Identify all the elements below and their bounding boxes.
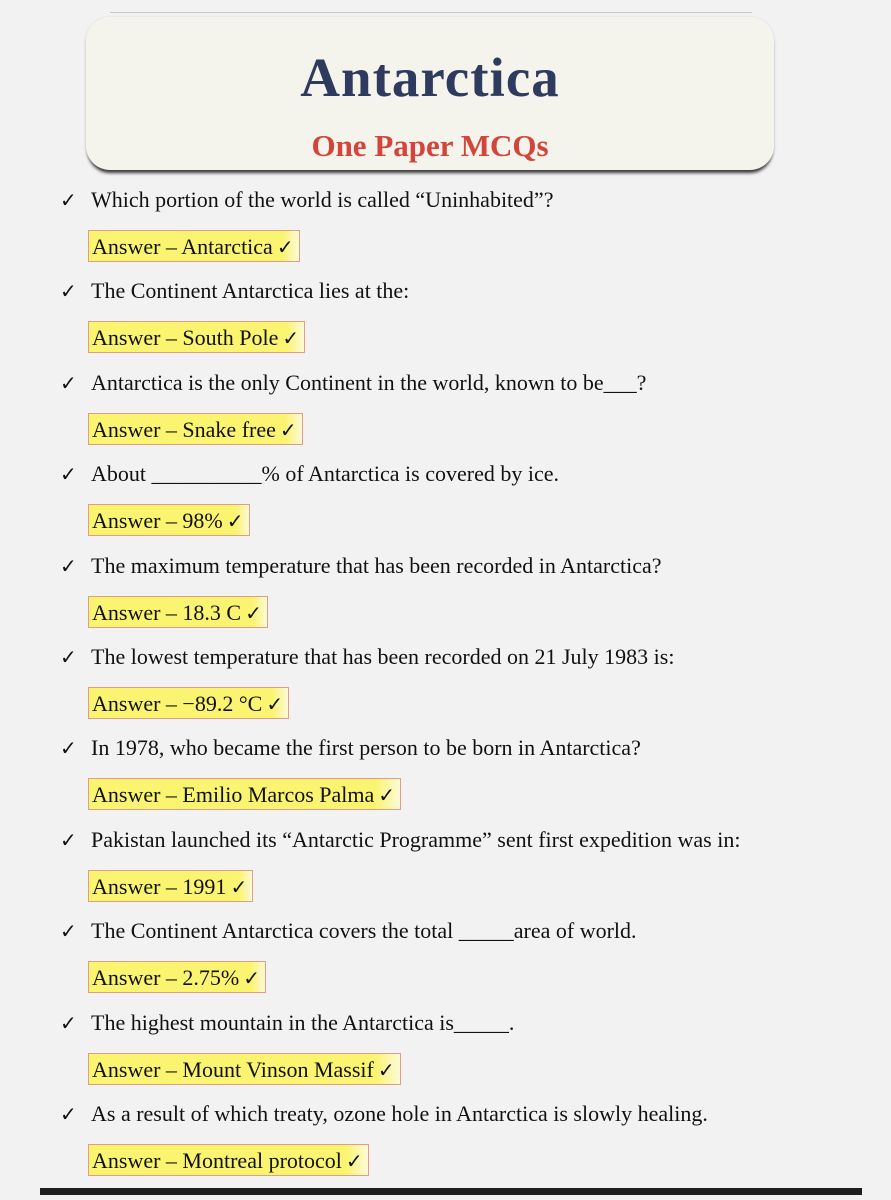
answer-text: Answer – 18.3 C — [92, 599, 242, 625]
answer-tick-icon: ✓ — [243, 966, 261, 991]
answer-highlight — [88, 413, 303, 445]
answer-text: Answer – Mount Vinson Massif — [92, 1056, 374, 1082]
checkmark-icon: ✓ — [60, 1010, 77, 1035]
answer-highlight — [88, 961, 266, 993]
question-text: Antarctica is the only Continent in the world, known to be___? — [91, 369, 647, 395]
answer-tick-icon: ✓ — [377, 1057, 395, 1082]
answer-text: Answer – Snake free — [92, 416, 276, 442]
question-text: In 1978, who became the first person to be born in Antarctica? — [91, 735, 641, 761]
answer-tick-icon: ✓ — [245, 600, 262, 625]
question-text: The Continent Antarctica lies at the: — [91, 278, 410, 304]
question-text: The highest mountain in the Antarctica is_____. — [91, 1009, 515, 1035]
checkmark-icon: ✓ — [60, 645, 77, 669]
answer-text: Answer – South Pole — [92, 325, 279, 351]
question-text: The maximum temperature that has been recorded in Antarctica? — [91, 552, 662, 578]
top-divider — [110, 12, 752, 13]
mcq-item — [0, 733, 891, 825]
answer-highlight — [88, 596, 268, 628]
answer-text: Answer – 1991 — [92, 873, 227, 899]
answer-text: Answer – 2.75% — [92, 965, 240, 991]
answer-highlight — [88, 778, 401, 810]
checkmark-icon: ✓ — [60, 279, 77, 304]
mcq-item — [0, 276, 891, 368]
checkmark-icon: ✓ — [60, 827, 77, 852]
answer-tick-icon: ✓ — [226, 509, 244, 534]
checkmark-icon: ✓ — [60, 1102, 77, 1126]
answer-highlight — [88, 870, 253, 902]
answer-highlight — [88, 1144, 369, 1176]
checkmark-icon: ✓ — [60, 370, 77, 395]
answer-tick-icon: ✓ — [378, 783, 396, 808]
mcq-item — [0, 459, 891, 551]
page-subtitle: One Paper MCQs — [311, 128, 549, 163]
answer-highlight — [88, 230, 300, 262]
answer-highlight — [88, 1053, 401, 1085]
question-text: Which portion of the world is called “Uninhabited”? — [91, 187, 554, 212]
checkmark-icon: ✓ — [60, 553, 77, 578]
answer-text: Answer – Emilio Marcos Palma — [92, 782, 375, 808]
question-text: The Continent Antarctica covers the total _____area of world. — [91, 918, 637, 944]
mcq-item — [0, 825, 891, 917]
answer-highlight — [88, 504, 250, 536]
mcq-item — [0, 551, 891, 643]
answer-text: Answer – Montreal protocol — [92, 1148, 342, 1173]
mcq-item — [0, 1099, 891, 1191]
checkmark-icon: ✓ — [60, 188, 77, 212]
title-banner — [86, 17, 774, 170]
checkmark-icon: ✓ — [60, 462, 77, 487]
mcq-item — [0, 916, 891, 1008]
mcq-item — [0, 185, 891, 277]
answer-tick-icon: ✓ — [279, 417, 297, 442]
question-text: About __________% of Antarctica is covered by ice. — [91, 461, 559, 487]
answer-tick-icon: ✓ — [282, 326, 300, 351]
answer-text: Answer – 98% — [92, 508, 223, 534]
question-text: Pakistan launched its “Antarctic Programme” sent first expedition was in: — [91, 826, 741, 852]
answer-tick-icon: ✓ — [266, 692, 284, 716]
page-title: Antarctica — [300, 47, 560, 108]
question-text: The lowest temperature that has been recorded on 21 July 1983 is: — [91, 644, 675, 669]
answer-tick-icon: ✓ — [230, 874, 248, 899]
answer-highlight — [88, 321, 305, 353]
mcq-item — [0, 368, 891, 460]
question-text: As a result of which treaty, ozone hole in Antarctica is slowly healing. — [91, 1101, 708, 1126]
bottom-divider — [40, 1188, 862, 1195]
checkmark-icon: ✓ — [60, 736, 77, 761]
mcq-item — [0, 1008, 891, 1100]
answer-text: Answer – −89.2 °C — [92, 691, 263, 716]
checkmark-icon: ✓ — [60, 919, 77, 944]
answer-tick-icon: ✓ — [276, 235, 294, 259]
answer-tick-icon: ✓ — [345, 1149, 363, 1173]
answer-highlight — [88, 687, 289, 719]
mcq-item — [0, 642, 891, 734]
answer-text: Answer – Antarctica — [92, 234, 273, 259]
